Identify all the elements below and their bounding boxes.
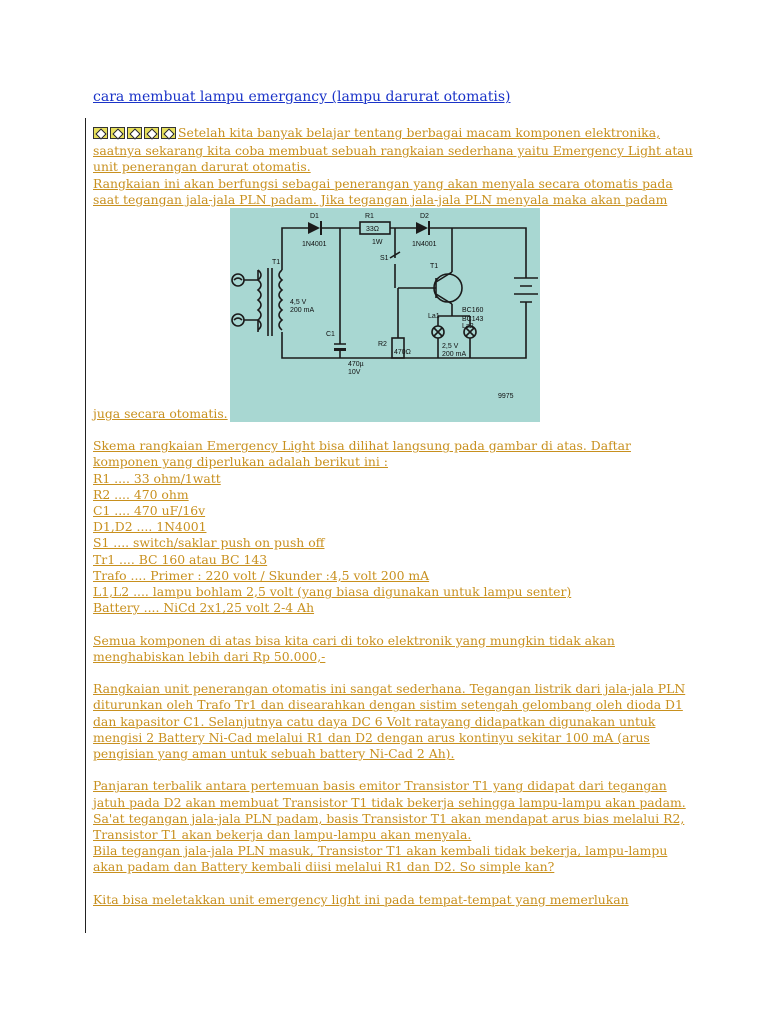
part-item[interactable]: Tr1 .... BC 160 atau BC 143 (93, 551, 268, 567)
r2-label: R2 (377, 341, 387, 349)
smiley-icon (93, 127, 108, 139)
final-line[interactable]: Kita bisa meletakkan unit emergency light ini pada tempat-tempat yang memerlukan (93, 891, 629, 907)
r1-label: R1 (364, 213, 374, 221)
intro-line[interactable]: Rangkaian ini akan berfungsi sebagai penerangan yang akan menyala secara otomatis pada (93, 175, 673, 191)
r1-value-label: 33Ω (365, 226, 379, 234)
explain2-line[interactable]: jatuh pada D2 akan membuat Transistor T1 tidak bekerja sehingga lampu-lampu akan padam. (93, 794, 686, 810)
explain2-line[interactable]: Sa'at tegangan jala-jala PLN padam, basis Transistor T1 akan mendapat arus bias melalui R2, (93, 810, 685, 826)
explain1-line[interactable]: pengisian yang aman untuk sebuah battery Ni-Cad 2 Ah). (93, 746, 455, 762)
explain2-line[interactable]: Panjaran terbalik antara pertemuan basis emitor Transistor T1 yang didapat dari tegangan (93, 778, 667, 794)
explain2-line[interactable]: Transistor T1 akan bekerja dan lampu-lampu akan menyala. (93, 827, 472, 843)
part-item[interactable]: Trafo .... Primer : 220 volt / Skunder :4,5 volt 200 mA (93, 567, 430, 583)
c1-value-label: 470µ (347, 361, 364, 369)
explain1-line[interactable]: Rangkaian unit penerangan otomatis ini sangat sederhana. Tegangan listrik dari jala-jala PLN (93, 681, 686, 697)
t1-part-b-label: BC143 (461, 316, 484, 324)
final-paragraph (93, 892, 693, 908)
smiley-icon (110, 127, 125, 139)
lamp-current-label: 200 mA (441, 351, 466, 359)
parts-intro-line[interactable]: Skema rangkaian Emergency Light bisa dilihat langsung pada gambar di atas. Daftar (93, 438, 631, 454)
explain1-line[interactable]: dan kapasitor C1. Selanjutnya catu daya DC 6 Volt ratayang didapatkan digunakan untuk (93, 713, 656, 729)
explain2-line[interactable]: akan padam dan Battery kembali diisi melalui R1 dan D2. So simple kan? (93, 859, 555, 875)
explain1-line[interactable]: mengisi 2 Battery Ni-Cad melalui R1 dan D2 dengan arus kontinyu sekitar 100 mA (arus (93, 729, 650, 745)
transformer-current-label: 200 mA (289, 307, 314, 315)
after-figure-text[interactable]: juga secara otomatis. (93, 405, 228, 421)
left-margin-rule (85, 118, 86, 933)
d2-part-label: 1N4001 (411, 241, 437, 249)
t1-part-a-label: BC160 (461, 307, 484, 315)
figure-code-label: 9975 (497, 393, 514, 401)
explanation-paragraph-1 (93, 681, 693, 762)
smiley-icon (161, 127, 176, 139)
circuit-schematic-figure (230, 208, 540, 422)
transformer-label: T1 (271, 259, 280, 267)
la1-label: La1 (427, 313, 440, 321)
explain1-line[interactable]: diturunkan oleh Trafo Tr1 dan disearahkan dengan sistim setengah gelombang oleh dioda D1 (93, 697, 683, 713)
c1-label: C1 (325, 331, 335, 339)
part-item[interactable]: C1 .... 470 uF/16v (93, 503, 206, 519)
la2-label: La2 (461, 323, 474, 331)
part-item[interactable]: S1 .... switch/saklar push on push off (93, 535, 325, 551)
part-item[interactable]: R2 .... 470 ohm (93, 486, 189, 502)
lamp-voltage-label: 2,5 V (441, 343, 458, 351)
article-body (93, 125, 693, 924)
article-title-link[interactable]: cara membuat lampu emergancy (lampu darurat otomatis) (93, 89, 511, 105)
explain2-line[interactable]: Bila tegangan jala-jala PLN masuk, Transistor T1 akan kembali tidak bekerja, lampu-lampu (93, 843, 668, 859)
part-item[interactable]: Battery .... NiCd 2x1,25 volt 2-4 Ah (93, 600, 315, 616)
intro-line[interactable]: saat tegangan jala-jala PLN padam. Jika tegangan jala-jala PLN menyala maka akan padam (93, 191, 668, 207)
explanation-paragraph-2 (93, 778, 693, 875)
transformer-voltage-label: 4,5 V (289, 299, 306, 307)
cost-paragraph (93, 633, 693, 665)
cost-line[interactable]: Semua komponen di atas bisa kita cari di toko elektronik yang mungkin tidak akan (93, 632, 615, 648)
r1-watt-label: 1W (371, 239, 383, 247)
s1-label: S1 (379, 255, 389, 263)
part-item[interactable]: D1,D2 .... 1N4001 (93, 519, 207, 535)
parts-intro-line[interactable]: komponen yang diperlukan adalah berikut ini : (93, 454, 388, 470)
smiley-icon (127, 127, 142, 139)
d1-label: D1 (309, 213, 319, 221)
intro-line-0[interactable]: Setelah kita banyak belajar tentang berbagai macam komponen elektronika, (93, 125, 693, 143)
d2-label: D2 (419, 213, 429, 221)
r2-value-label: 470Ω (393, 349, 411, 357)
parts-paragraph (93, 438, 693, 616)
smiley-icon (144, 127, 159, 139)
part-item[interactable]: L1,L2 .... lampu bohlam 2,5 volt (yang biasa digunakan untuk lampu senter) (93, 584, 572, 600)
t1-label: T1 (429, 263, 438, 271)
intro-line[interactable]: saatnya sekarang kita coba membuat sebuah rangkaian sederhana yaitu Emergency Light atau (93, 143, 693, 159)
smiley-icons (93, 127, 178, 143)
part-item[interactable]: R1 .... 33 ohm/1watt (93, 470, 221, 486)
c1-voltage-label: 10V (347, 369, 361, 377)
intro-paragraph (93, 125, 693, 422)
cost-line[interactable]: menghabiskan lebih dari Rp 50.000,- (93, 648, 326, 664)
intro-line[interactable]: unit penerangan darurat otomatis. (93, 159, 311, 175)
d1-part-label: 1N4001 (301, 241, 327, 249)
